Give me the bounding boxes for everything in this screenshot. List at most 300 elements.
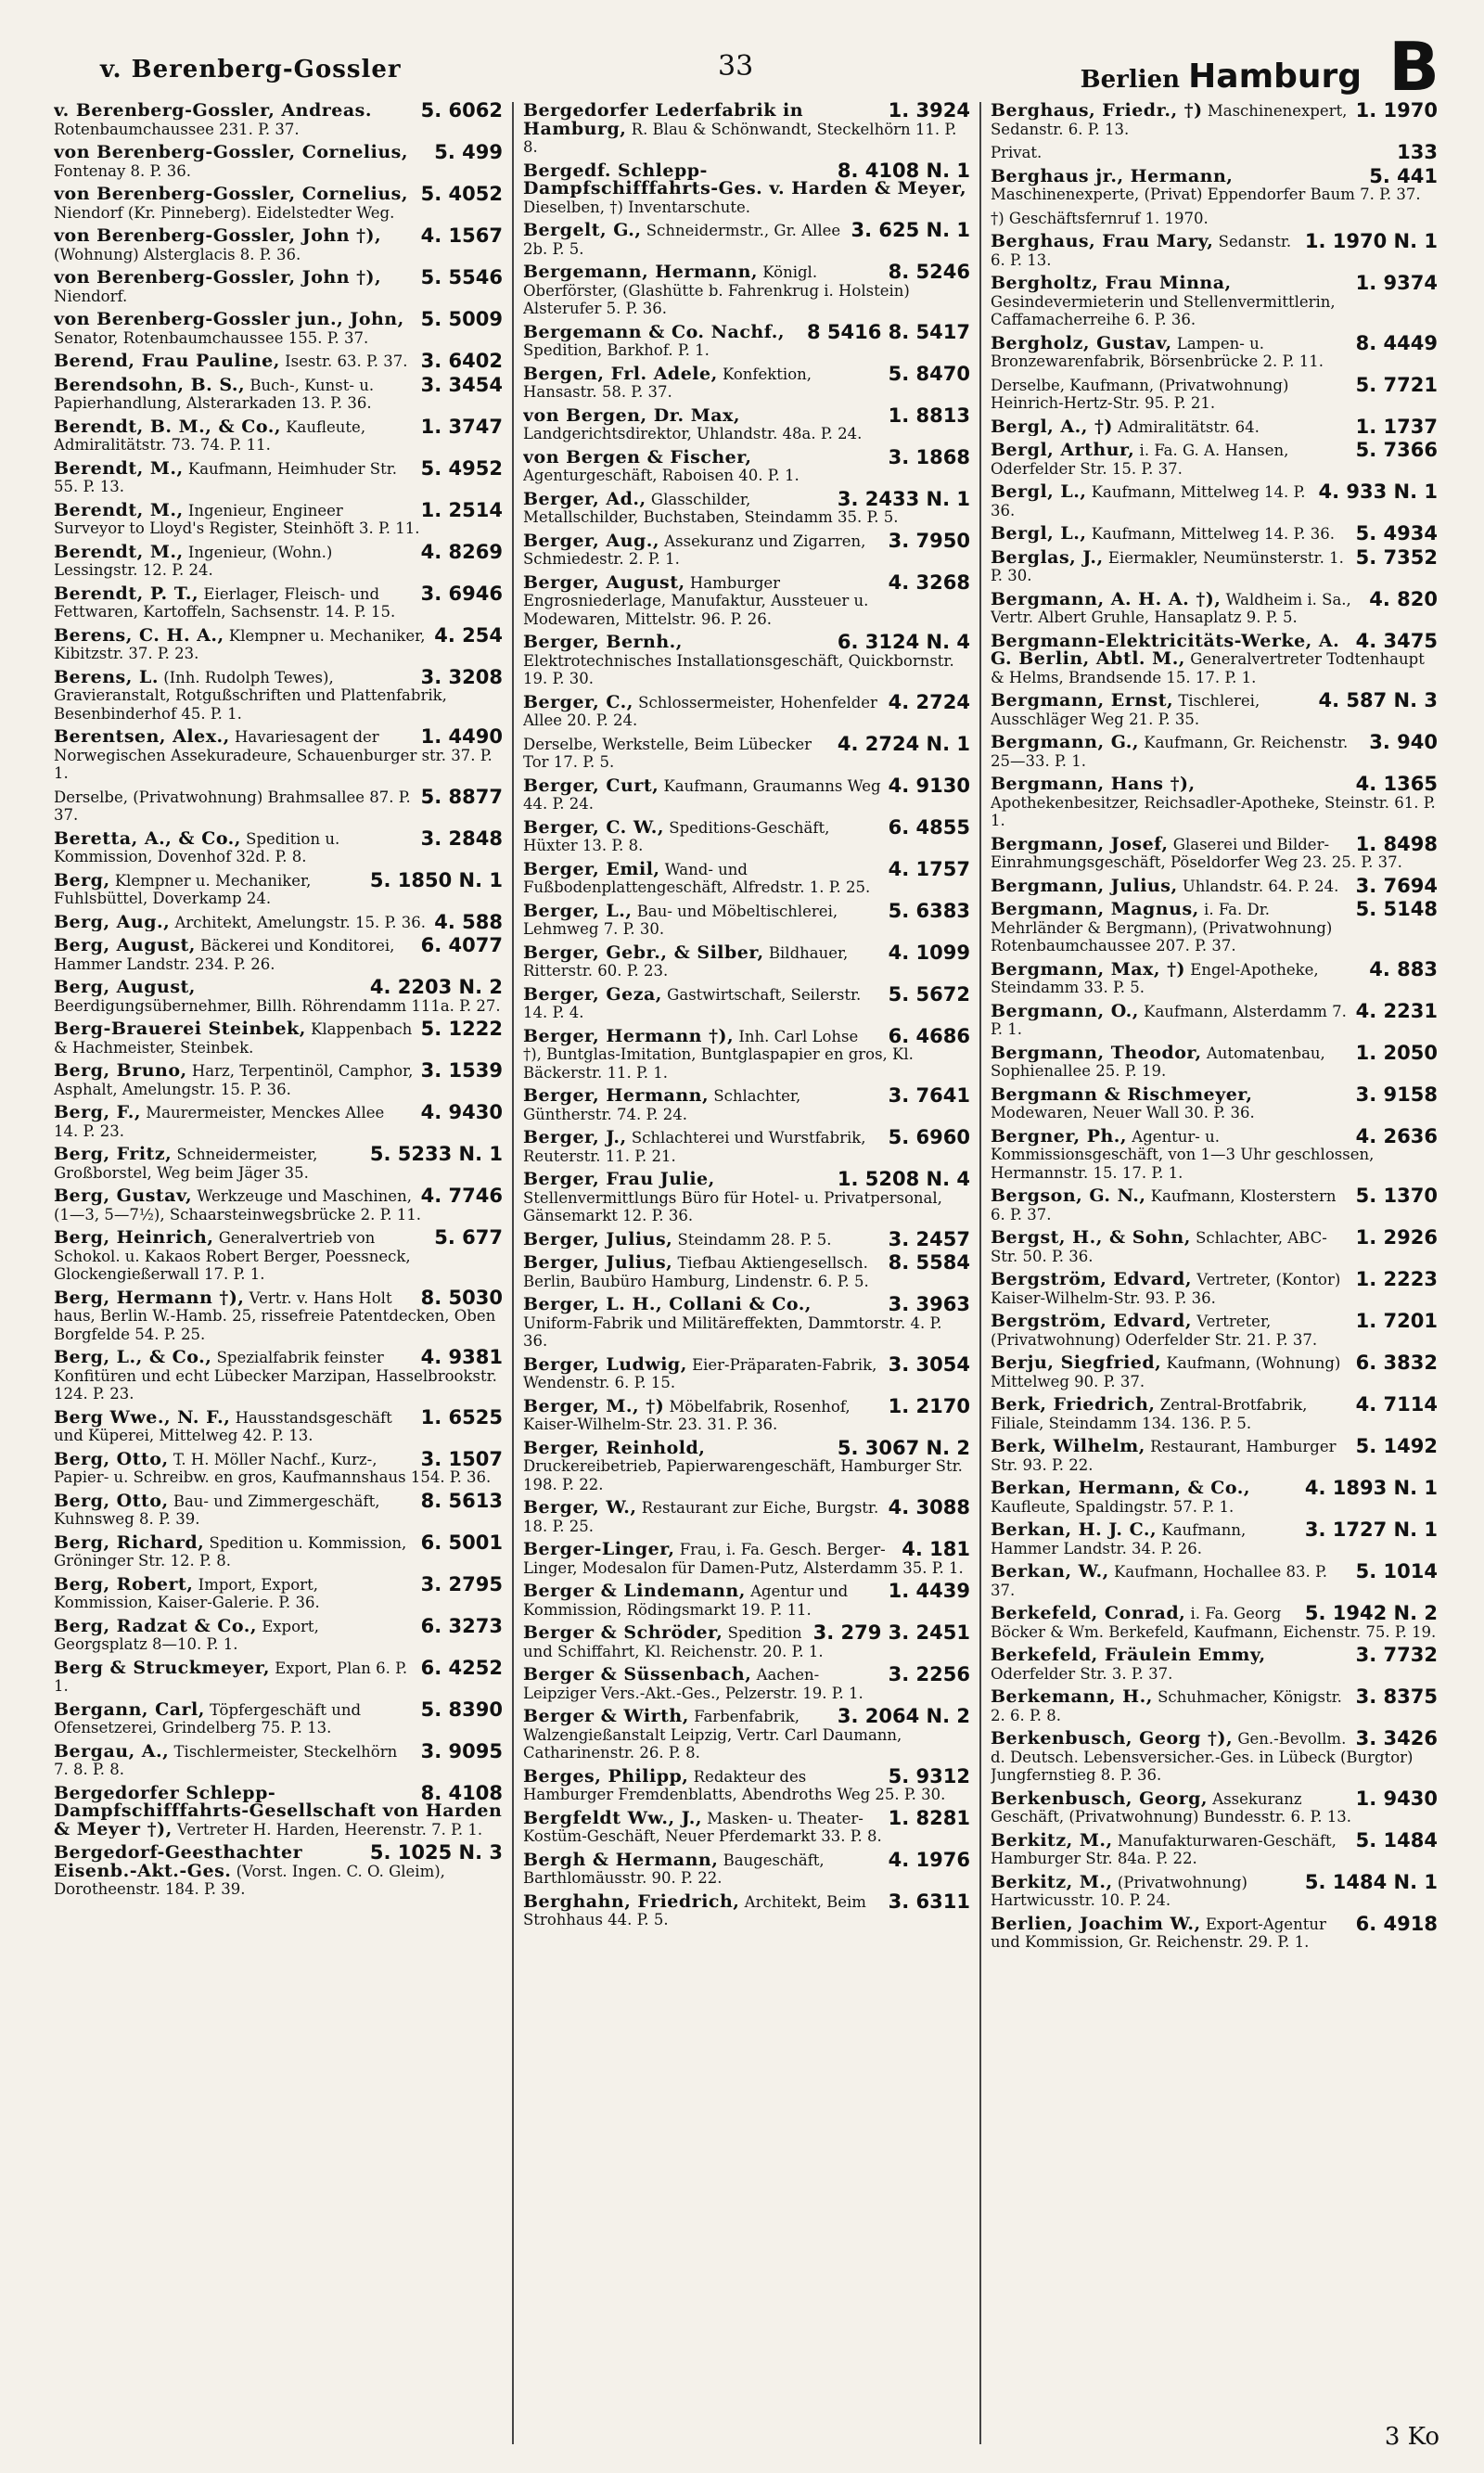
entry-phone: 1. 5208 N. 4 [837,1171,970,1190]
entry-details: Lampen- u. Bronzewarenfabrik, Börsenbrücke 2. P. 11. [991,334,1324,370]
entry-name: Berg, Richard, [54,1533,205,1553]
entry-phone: 1. 8498 [1355,835,1438,855]
entry-name: Bergedorfer Lederfabrik in Hamburg, [523,102,804,139]
entry-name: Berger & Schröder, [523,1624,723,1643]
entry-phone: 1. 9430 [1355,1789,1438,1810]
directory-entry [991,1128,1438,1183]
entry-name: Berg, [54,871,110,891]
directory-entry [54,102,503,138]
directory-entry [54,872,503,908]
directory-entry [991,210,1438,228]
directory-entry [54,544,503,580]
entry-name: Bergst, H., & Sohn, [991,1229,1191,1248]
entry-name: Berger & Wirth, [523,1708,689,1726]
entry-name: Berger, August, [523,573,685,593]
entry-details: Baugeschäft, Barthlomäusstr. 90. P. 22. [523,1851,825,1887]
entry-phone: 3. 7694 [1355,877,1438,895]
entry-phone: 5. 8390 [420,1700,503,1721]
directory-entry [991,1354,1438,1390]
directory-entry [54,1229,503,1284]
entry-name: Berg-Brauerei Steinbek, [54,1020,306,1039]
entry-details: Isestr. 63. P. 37. [285,352,408,370]
entry-details: Schlossermeister, Hohenfelder Allee 20. P. 24. [523,693,877,729]
directory-entry [991,1916,1438,1952]
entry-phone: 5. 5009 [420,311,503,330]
entry-phone: 3. 1539 [420,1062,503,1082]
directory-entry [991,775,1438,830]
directory-entry [54,1104,503,1140]
entry-phone: 4. 1757 [888,860,970,880]
entry-details: Kaufmann, Klosterstern 6. P. 37. [991,1187,1337,1224]
entry-phone: 4. 3088 [888,1499,970,1518]
entry-details: Manufakturwaren-Geschäft, Hamburger Str. 84a. P. 22. [991,1831,1337,1867]
entry-details: Oderfelder Str. 3. P. 37. [991,1664,1173,1683]
directory-entry [991,1044,1438,1081]
entry-details: Restaurant zur Eiche, Burgstr. 18. P. 25. [523,1499,879,1535]
entry-name: Bergau, A., [54,1742,170,1762]
entry-name: Berger, L., [523,902,633,921]
page-header [45,28,1447,106]
entry-phone: 5. 8470 [888,365,970,385]
entry-details: R. Blau & Schönwandt, Steckelhörn 11. P. 8. [523,120,957,156]
directory-entry [54,1844,503,1899]
entry-phone: 6. 4686 [888,1027,970,1047]
entry-phone: 3. 8375 [1355,1688,1438,1708]
entry-name: Berger, Ludwig, [523,1355,687,1375]
directory-entry [523,634,970,688]
directory-entry [54,979,503,1015]
entry-details: Klempner u. Mechaniker, Kibitzstr. 37. P. 23. [54,626,426,662]
entry-name: Berens, L. [54,668,159,687]
entry-details: Masken- u. Theater-Kostüm-Geschäft, Neuer Pferdemarkt 33. P. 8. [523,1809,882,1845]
entry-phone: 4. 587 N. 3 [1318,692,1438,711]
running-head-left: v. Berenberg-Gossler [100,56,402,83]
entry-phone: 3. 3454 [420,376,503,396]
entry-name: Berger & Süssenbach, [523,1666,752,1685]
entry-phone: 4. 181 [902,1541,970,1560]
entry-details: Kaufleute, Admiralitätstr. 73. 74. P. 11. [54,417,366,454]
entry-phone: 5. 6062 [420,102,503,122]
entry-details: Assekuranz Geschäft, (Privatwohnung) Bundesstr. 6. P. 13. [991,1789,1351,1826]
entry-name: Bergmann, G., [991,734,1139,752]
entry-phone: 4. 3268 [888,573,970,594]
entry-details: i. Fa. G. A. Hansen, Oderfelder Str. 15. P. 37. [991,442,1289,478]
entry-phone: 5. 1222 [420,1020,503,1040]
directory-entry [991,901,1438,955]
directory-entry [54,830,503,866]
directory-entry [991,1874,1438,1910]
directory-entry [991,275,1438,329]
directory-entry [523,777,970,814]
entry-name: Bergedorfer Schlepp-Dampfschifffahrts-Gesellschaft von Harden & Meyer †), [54,1784,503,1839]
column-3 [979,102,1447,2444]
directory-entry [523,1666,970,1702]
entry-phone: 133 [1397,144,1438,162]
entry-name: Berg, Radzat & Co., [54,1617,257,1636]
entry-details: Stellenvermittlungs Büro für Hotel- u. Privatpersonal, Gänsemarkt 12. P. 36. [523,1188,942,1224]
entry-name: Berkenbusch, Georg, [991,1789,1209,1809]
entry-phone: 1. 2050 [1355,1044,1438,1064]
entry-name: Berkitz, M., [991,1831,1113,1851]
entry-name: Berg, August, [54,979,196,997]
directory-entry [523,574,970,629]
printer-signature: 3 Ko [1384,2423,1439,2451]
entry-name: Berg, Fritz, [54,1146,173,1164]
entry-details: Inh. Carl Lohse †), Buntglas-Imitation, Buntglaspapier en gros, Kl. Bäckerstr. 11. P. 1. [523,1027,914,1082]
entry-details: Klappenbach & Hachmeister, Steinbek. [54,1020,413,1057]
directory-entry [54,144,503,180]
directory-entry [54,1451,503,1487]
running-head-right-small: Berlien [1080,66,1181,94]
entry-phone: 8. 4108 [420,1784,503,1804]
directory-entry [54,1534,503,1570]
entry-phone: 5. 1484 N. 1 [1304,1873,1438,1893]
entry-name: von Berenberg-Gossler, John †), [54,227,382,246]
entry-name: Berger, Curt, [523,776,659,796]
entry-phone: 3. 2457 [888,1230,970,1249]
entry-name: Berens, C. H. A., [54,626,224,646]
entry-details: Schlachterei und Wurstfabrik, Reuterstr. 11. P. 21. [523,1129,866,1165]
entry-phone: 4. 8269 [420,543,503,563]
column-2 [512,102,979,2444]
entry-name: Berg, Hermann †), [54,1288,245,1308]
entry-name: Berju, Siegfried, [991,1354,1162,1373]
entry-details: Architekt, Beim Strohhaus 44. P. 5. [523,1892,866,1928]
entry-details: Kaufmann, (Wohnung) Mittelweg 90. P. 37. [991,1354,1341,1390]
entry-details: (Privatwohnung) Hartwicusstr. 10. P. 24. [991,1873,1247,1909]
entry-details: Export, Georgsplatz 8—10. P. 1. [54,1617,319,1653]
entry-details: Gen.-Bevollm. d. Deutsch. Lebensversicher.-Ges. in Lübeck (Burgtor) Jungfernstieg 8. P. 36. [991,1730,1414,1784]
entry-name: Berg, Heinrich, [54,1229,214,1248]
entry-details: (Vorst. Ingen. C. O. Gleim), Dorotheenstr. 184. P. 39. [54,1862,445,1898]
directory-entry [991,1438,1438,1474]
entry-phone: 1. 2223 [1355,1271,1438,1290]
entry-phone: 4. 1567 [420,227,503,247]
entry-phone: 3. 6402 [420,352,503,371]
directory-entry [523,944,970,980]
entry-name: Bergmann, A. H. A. †), [991,590,1222,609]
entry-phone: 4. 933 N. 1 [1318,483,1438,503]
entry-details: Niendorf (Kr. Pinneberg). Eidelstedter Weg. [54,203,395,222]
entry-phone: 1. 3747 [420,417,503,438]
entry-name: Berger, Reinhold, [523,1439,706,1458]
entry-name: Bergann, Carl, [54,1700,205,1720]
entry-name: Berger, Aug., [523,532,659,551]
directory-entry [991,692,1438,728]
entry-name: Berg, Bruno, [54,1062,187,1081]
entry-details: Farbenfabrik, Walzengießanstalt Leipzig, Vertr. Carl Daumann, Catharinenstr. 26. P. 8. [523,1708,902,1762]
entry-details: Dieselben, †) Inventarschute. [523,198,750,216]
directory-entry [991,734,1438,770]
entry-name: Berger, M., †) [523,1397,665,1416]
entry-phone: 1. 3924 [888,102,970,122]
entry-details: Hamburger Engrosniederlage, Manufaktur, Aussteuer u. Modewaren, Mittelstr. 96. P. 26. [523,573,869,628]
entry-phone: 3. 940 [1369,734,1438,753]
directory-entry [991,233,1438,269]
entry-name: Berg, August, [54,937,196,955]
entry-phone: 1. 8813 [888,406,970,427]
directory-entry [54,627,503,663]
directory-entry [991,633,1438,687]
entry-details: Derselbe, Kaufmann, (Privatwohnung) Heinrich-Hertz-Str. 95. P. 21. [991,376,1289,412]
directory-entry [523,819,970,855]
entry-name: Berger, Julius, [523,1230,673,1249]
entry-details: Spedition und Schiffahrt, Kl. Reichenstr. 20. P. 1. [523,1624,824,1660]
entry-details: Kaufmann, Gr. Reichenstr. 25—33. P. 1. [991,734,1349,770]
entry-details: Vertreter, (Privatwohnung) Oderfelder Str. 21. P. 37. [991,1313,1318,1349]
entry-phone: 1. 7201 [1355,1313,1438,1332]
entry-details: (Inh. Rudolph Tewes), Gravieranstalt, Rotgußschriften und Plattenfabrik, Besenbinderhof 45. P. 1. [54,668,447,723]
entry-phone: 3. 2848 [420,829,503,850]
directory-entry [991,1563,1438,1599]
entry-name: Berger, Gebr., & Silber, [523,943,764,963]
directory-entry [54,914,503,932]
entry-name: Berghaus, Frau Mary, [991,233,1214,251]
entry-name: Berkitz, M., [991,1873,1113,1892]
entry-phone: 8. 5030 [420,1288,503,1309]
entry-name: Berkan, Hermann, & Co., [991,1480,1250,1498]
entry-details: Assekuranz und Zigarren, Schmiedestr. 2. P. 1. [523,532,866,568]
entry-phone: 5. 1025 N. 3 [369,1844,503,1864]
entry-name: Berg, Otto, [54,1492,169,1511]
directory-entry [54,1785,503,1839]
entry-details: Landgerichtsdirektor, Uhlandstr. 48a. P. 24. [523,425,863,442]
entry-name: Berendt, M., [54,501,184,520]
entry-details: Werkzeuge und Maschinen, (1—3, 5—7½), Schaarsteinwegsbrücke 2. P. 11. [54,1187,422,1224]
entry-details: Import, Export, Kommission, Kaiser-Galerie. P. 36. [54,1575,320,1611]
directory-entry [523,861,970,897]
entry-phone: 3. 7732 [1355,1647,1438,1666]
directory-entry [991,836,1438,872]
entry-details: Kaufmann, Hochallee 83. P. 37. [991,1563,1328,1599]
entry-details: Zentral-Brotfabrik, Filiale, Steindamm 134. 136. P. 5. [991,1396,1308,1432]
directory-entry [523,263,970,318]
page-number: 33 [718,50,754,83]
entry-details: Gastwirtschaft, Seilerstr. 14. P. 4. [523,985,862,1021]
entry-phone: 8. 5246 [888,263,970,283]
entry-details: Automatenbau, Sophienallee 25. P. 19. [991,1044,1325,1080]
directory-entry [523,1893,970,1929]
entry-phone: 5. 7366 [1355,442,1438,461]
entry-phone: 8. 4108 N. 1 [837,161,970,182]
directory-entry [54,1289,503,1344]
entry-name: Bergmann, Hans †), [991,775,1196,794]
entry-name: Berkan, H. J. C., [991,1521,1158,1540]
directory-entry [991,377,1438,413]
entry-phone: 1. 1970 N. 1 [1304,233,1438,252]
entry-phone: 3. 1868 [888,448,970,468]
entry-phone: 4. 2724 N. 1 [837,735,970,755]
entry-name: Bergström, Edvard, [991,1271,1192,1289]
directory-entry [991,1647,1438,1683]
entry-details: i. Fa. Georg Böcker & Wm. Berkefeld, Kaufmann, Eichenstr. 75. P. 19. [991,1605,1437,1641]
directory-entry [523,1582,970,1619]
entry-name: Bergmann-Elektricitäts-Werke, A. G. Berlin, Abtl. M., [991,632,1340,669]
entry-phone: 4. 9130 [888,776,970,797]
entry-phone: 5. 5233 N. 1 [369,1146,503,1165]
entry-phone: 4. 2724 [888,693,970,713]
directory-entry [523,1028,970,1083]
directory-entry [54,460,503,496]
entry-name: Bergström, Edvard, [991,1313,1192,1331]
directory-entry [523,1541,970,1577]
entry-name: Berg, F., [54,1104,141,1122]
entry-name: Berger, Geza, [523,985,662,1005]
directory-entry [54,377,503,413]
entry-phone: 4. 9430 [420,1104,503,1123]
directory-entry [523,1254,970,1290]
entry-name: Berger, C. W., [523,818,665,838]
entry-name: Berg, Robert, [54,1575,194,1595]
directory-entry [991,418,1438,437]
entry-details: Maschinenexperte, (Privat) Eppendorfer Baum 7. P. 37. [991,186,1421,203]
entry-details: T. H. Möller Nachf., Kurz-, Papier- u. Schreibw. en gros, Kaufmannshaus 154. P. 36. [54,1450,492,1486]
entry-details: Möbelfabrik, Rosenhof, Kaiser-Wilhelm-Str. 23. 31. P. 36. [523,1397,851,1433]
entry-name: Berendt, M., [54,543,184,562]
entry-name: Berger, Frau Julie, [523,1171,715,1189]
entry-name: Berkefeld, Conrad, [991,1605,1186,1623]
entry-phone: 4. 2203 N. 2 [369,979,503,998]
directory-entry [523,736,970,772]
entry-phone: 3. 7641 [888,1087,970,1107]
entry-details: Niendorf. [54,287,128,305]
directory-entry [54,585,503,621]
entry-details: Glasschilder, Metallschilder, Buchstaben, Steindamm 35. P. 5. [523,490,899,526]
entry-phone: 5. 6960 [888,1129,970,1148]
entry-details: Kaufmann, Heimhuder Str. 55. P. 13. [54,459,398,495]
directory-entry [54,1618,503,1654]
directory-entry [523,1708,970,1762]
directory-entry [54,1576,503,1612]
entry-details: Aachen-Leipziger Vers.-Akt.-Ges., Pelzerstr. 19. P. 1. [523,1666,864,1702]
entry-name: Berg & Struckmeyer, [54,1659,270,1678]
entry-name: Berendt, M., [54,459,184,479]
entry-name: Berghaus, Friedr., †) [991,102,1203,121]
entry-details: Apothekenbesitzer, Reichsadler-Apotheke, Steinstr. 61. P. 1. [991,793,1436,829]
entry-name: Berkemann, H., [991,1688,1153,1707]
directory-entry [991,1688,1438,1724]
entry-name: Bergedf. Schlepp-Dampfschifffahrts-Ges. v. Harden & Meyer, [523,161,967,199]
entry-details: Harz, Terpentinöl, Camphor, Asphalt, Amelungstr. 15. P. 36. [54,1062,414,1098]
entry-details: Spedition, Barkhof. P. 1. [523,341,710,359]
directory-entry [523,1087,970,1123]
entry-details: (Wohnung) Alsterglacis 8. P. 36. [54,245,301,263]
directory-entry [523,532,970,569]
directory-entry [523,1852,970,1888]
entry-phone: 4. 1976 [888,1851,970,1871]
directory-entry [54,1187,503,1224]
entry-phone: 1. 6525 [420,1408,503,1429]
entry-phone: 4. 1893 N. 1 [1304,1480,1438,1499]
entry-phone: 3. 625 N. 1 [851,222,970,241]
entry-phone: 4. 883 [1369,960,1438,980]
entry-phone: 5. 6383 [888,902,970,922]
running-head-right [1081,58,1362,96]
directory-entry [523,449,970,485]
directory-entry [54,669,503,724]
entry-name: von Bergen, Dr. Max, [523,406,740,426]
entry-details: Beerdigungsübernehmer, Billh. Röhrendamm 111a. P. 27. [54,996,501,1015]
directory-entry [54,728,503,783]
entry-phone: 3. 9095 [420,1742,503,1762]
entry-details: Privat. [991,144,1043,161]
directory-entry [54,1020,503,1057]
entry-details: †) Geschäftsfernruf 1. 1970. [991,209,1209,227]
entry-name: Bergson, G. N., [991,1187,1146,1206]
directory-entry [523,986,970,1022]
entry-details: Gesindevermieterin und Stellenvermittlerin, Caffamacherreihe 6. P. 36. [991,292,1336,328]
entry-phone: 3. 2433 N. 1 [837,490,970,510]
entry-phone: 5. 677 [434,1229,503,1249]
directory-entry [991,1271,1438,1307]
directory-entry [54,1349,503,1403]
entry-phone: 4. 1099 [888,943,970,964]
entry-name: Bergl, L., [991,525,1087,544]
entry-phone: 5. 1850 N. 1 [369,871,503,891]
entry-details: Elektrotechnisches Installationsgeschäft, Quickbornstr. 19. P. 30. [523,651,954,687]
directory-entry [991,168,1438,204]
directory-entry [991,525,1438,544]
entry-details: Kaufmann, Hammer Landstr. 34. P. 26. [991,1521,1247,1557]
entry-name: Bergner, Ph., [991,1127,1128,1147]
entry-name: Bergfeldt Ww., J., [523,1809,702,1828]
entry-name: Bergmann, Max, †) [991,960,1186,980]
directory-entry [54,186,503,222]
entry-details: Admiralitätstr. 64. [1118,417,1260,436]
entry-details: Buch-, Kunst- u. Papierhandlung, Alsterarkaden 13. P. 36. [54,376,375,412]
entry-name: Bergmann & Rischmeyer, [991,1085,1253,1105]
entry-name: Berlien, Joachim W., [991,1915,1201,1934]
entry-details: Tischlermeister, Steckelhörn 7. 8. P. 8. [54,1742,398,1778]
directory-entry [54,502,503,538]
entry-details: Havariesagent der Norwegischen Assekuradeure, Schauenburger str. 37. P. 1. [54,728,493,782]
entry-name: Bergholz, Gustav, [991,334,1172,353]
entry-details: Ingenieur, Engineer Surveyor to Lloyd's Register, Steinhöft 3. P. 11. [54,501,420,537]
entry-phone: 3. 3426 [1355,1730,1438,1749]
entry-name: v. Berenberg-Gossler, Andreas. [54,102,372,121]
directory-entry [54,1701,503,1737]
directory-entry [54,1493,503,1529]
entry-phone: 1. 2926 [1355,1229,1438,1249]
entry-name: Berendt, P. T., [54,584,199,604]
directory-entry [523,1296,970,1351]
entry-details: Bau- und Möbeltischlerei, Lehmweg 7. P. 30. [523,902,838,938]
directory-entry [991,878,1438,896]
entry-name: Berk, Wilhelm, [991,1438,1145,1456]
directory-entry [523,1231,970,1249]
entry-phone: 5. 441 [1369,167,1438,187]
entry-details: Derselbe, Werkstelle, Beim Lübecker Tor 17. P. 5. [523,735,812,771]
entry-phone: 4. 3475 [1355,632,1438,652]
entry-phone: 4. 7746 [420,1187,503,1207]
directory-entry [523,1356,970,1392]
entry-phone: 1. 1737 [1355,417,1438,436]
entry-details: Töpfergeschäft und Ofensetzerei, Grindelberg 75. P. 13. [54,1700,362,1736]
entry-phone: 6. 3273 [420,1617,503,1637]
entry-details: Fontenay 8. P. 36. [54,161,192,180]
entry-details: Eiermakler, Neumünsterstr. 1. P. 30. [991,548,1344,584]
entry-phone: 3. 279 3. 2451 [812,1624,970,1644]
entry-phone: 3. 1507 [420,1450,503,1470]
entry-details: Export, Plan 6. P. 1. [54,1659,408,1695]
entry-name: Berkan, W., [991,1563,1109,1582]
entry-name: Berger-Linger, [523,1541,675,1559]
entry-name: Bergemann & Co. Nachf., [523,323,785,342]
entry-phone: 5. 5148 [1355,901,1438,920]
entry-phone: 4. 9381 [420,1349,503,1368]
entry-name: Berglas, J., [991,548,1104,568]
entry-name: Bergelt, G., [523,222,642,240]
